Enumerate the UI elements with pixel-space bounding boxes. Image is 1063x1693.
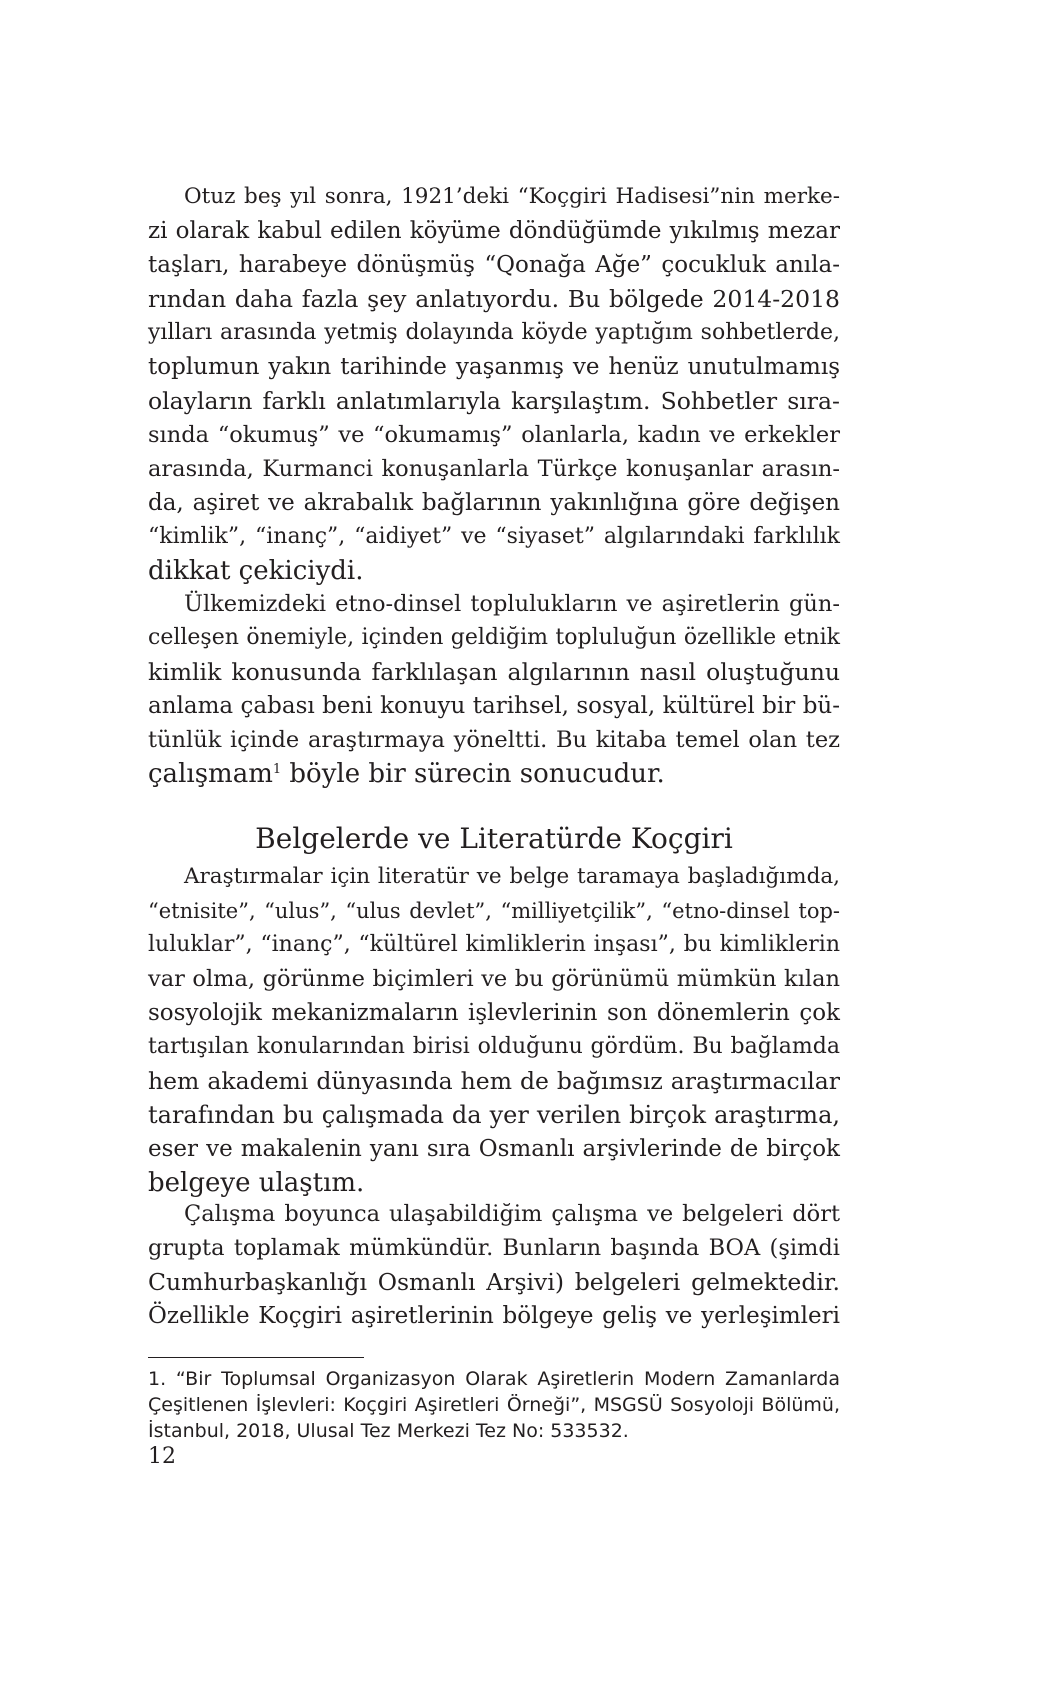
paragraph-line: arasında, Kurmanci konuşanlarla Türkçe konuşanlar arasın-	[148, 456, 840, 482]
paragraph-line: belgeye ulaştım.	[148, 1168, 365, 1198]
paragraph-line: da, aşiret ve akrabalık bağlarının yakınlığına göre değişen	[148, 490, 840, 516]
paragraph-line: celleşen önemiyle, içinden geldiğim topluluğun özellikle etnik	[148, 625, 840, 650]
paragraph-line: grupta toplamak mümkündür. Bunların başında BOA (şimdi	[148, 1235, 840, 1261]
paragraph-line: Özellikle Koçgiri aşiretlerinin bölgeye geliş ve yerleşimleri	[148, 1303, 840, 1329]
paragraph-line: “etnisite”, “ulus”, “ulus devlet”, “milliyetçilik”, “etno-dinsel top-	[148, 899, 840, 923]
paragraph-line: toplumun yakın tarihinde yaşanmış ve henüz unutulmamış	[148, 354, 840, 380]
paragraph-line: sosyolojik mekanizmaların işlevlerinin son dönemlerin çok	[148, 1000, 840, 1026]
paragraph-2	[148, 587, 840, 791]
page-number: 12	[148, 1444, 176, 1469]
paragraph-line: eser ve makalenin yanı sıra Osmanlı arşivlerinde de birçok	[148, 1136, 840, 1162]
paragraph-text: çalışmam	[148, 759, 273, 789]
footnote-line: İstanbul, 2018, Ulusal Tez Merkezi Tez No: 533532.	[148, 1420, 629, 1442]
footnote-divider	[148, 1357, 364, 1358]
paragraph-line: “kimlik”, “inanç”, “aidiyet” ve “siyaset” algılarındaki farklılık	[148, 524, 840, 549]
paragraph-line: Otuz beş yıl sonra, 1921’deki “Koçgiri Hadisesi”nin merke-	[184, 184, 840, 209]
paragraph-line	[148, 757, 840, 791]
paragraph-line: Cumhurbaşkanlığı Osmanlı Arşivi) belgeleri gelmektedir.	[148, 1268, 840, 1296]
footnote-line: Çeşitlenen İşlevleri: Koçgiri Aşiretleri Örneği”, MSGSÜ Sosyoloji Bölümü,	[148, 1394, 840, 1416]
paragraph-line: Araştırmalar için literatür ve belge taramaya başladığımda,	[184, 864, 840, 889]
paragraph-3	[148, 860, 840, 1200]
paragraph-line: olayların farklı anlatımlarıyla karşılaştım. Sohbetler sıra-	[148, 387, 840, 415]
paragraph-line: kimlik konusunda farklılaşan algılarının nasıl oluştuğunu	[148, 658, 840, 686]
section-heading: Belgelerde ve Literatürde Koçgiri	[255, 822, 733, 855]
paragraph-4	[148, 1197, 840, 1333]
paragraph-line: sında “okumuş” ve “okumamış” olanlarla, kadın ve erkekler	[148, 422, 840, 448]
paragraph-line: Çalışma boyunca ulaşabildiğim çalışma ve belgeleri dört	[184, 1201, 840, 1227]
paragraph-line: rından daha fazla şey anlatıyordu. Bu bölgede 2014-2018	[148, 285, 840, 313]
paragraph-line: zi olarak kabul edilen köyüme döndüğümde yıkılmış mezar	[148, 218, 840, 244]
paragraph-line: yılları arasında yetmiş dolayında köyde yaptığım sohbetlerde,	[148, 320, 840, 345]
paragraph-line: hem akademi dünyasında hem de bağımsız araştırmacılar	[148, 1067, 840, 1095]
footnote-line: 1. “Bir Toplumsal Organizasyon Olarak Aşiretlerin Modern Zamanlarda	[148, 1368, 840, 1390]
paragraph-line: luluklar”, “inanç”, “kültürel kimliklerin inşası”, bu kimliklerin	[148, 932, 840, 957]
paragraph-line: tartışılan konularından birisi olduğunu gördüm. Bu bağlamda	[148, 1034, 840, 1059]
paragraph-line: Ülkemizdeki etno-dinsel toplulukların ve aşiretlerin gün-	[184, 591, 840, 617]
footnote	[148, 1366, 840, 1444]
footnote-reference[interactable]: 1	[272, 762, 282, 777]
paragraph-line: anlama çabası beni konuyu tarihsel, sosyal, kültürel bir bü-	[148, 693, 840, 719]
paragraph-text: böyle bir sürecin sonucudur.	[281, 759, 665, 789]
paragraph-line: taşları, harabeye dönüşmüş “Qonağa Ağe” çocukluk anıla-	[148, 252, 840, 278]
paragraph-1	[148, 180, 840, 588]
paragraph-line: tünlük içinde araştırmaya yöneltti. Bu kitaba temel olan tez	[148, 727, 840, 753]
paragraph-line: dikkat çekiciydi.	[148, 556, 364, 586]
paragraph-line: tarafından bu çalışmada da yer verilen birçok araştırma,	[148, 1101, 840, 1129]
paragraph-line: var olma, görünme biçimleri ve bu görünümü mümkün kılan	[148, 966, 840, 992]
